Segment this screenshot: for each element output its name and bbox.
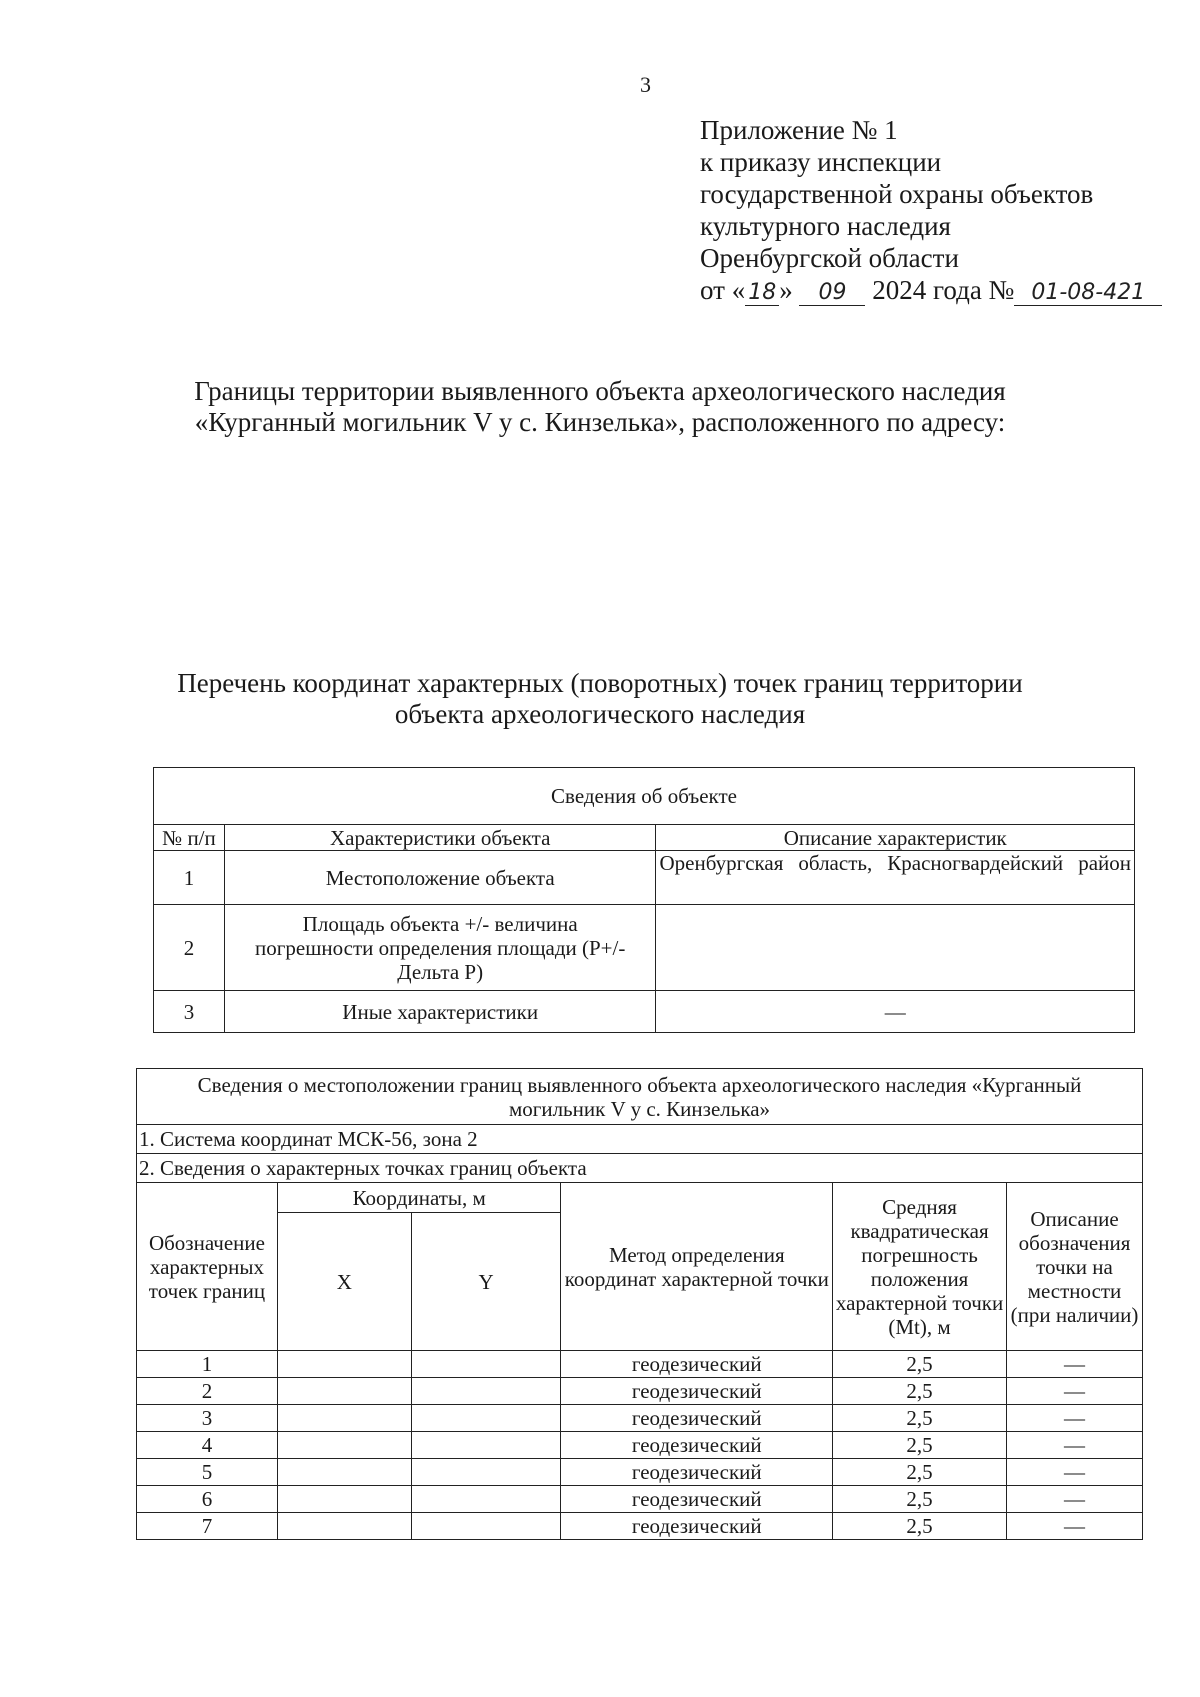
table-row xyxy=(137,1459,1143,1486)
point-x xyxy=(277,1432,411,1459)
order-date-line xyxy=(700,274,1162,306)
row-number: 2 xyxy=(154,905,225,991)
point-y xyxy=(411,1378,561,1405)
point-description: — xyxy=(1007,1405,1143,1432)
point-x xyxy=(277,1405,411,1432)
x-header: X xyxy=(277,1213,411,1351)
column-header: № п/п xyxy=(154,825,225,851)
order-year: 2024 года № xyxy=(872,275,1015,305)
point-method: геодезический xyxy=(561,1486,833,1513)
point-description: — xyxy=(1007,1351,1143,1378)
point-method: геодезический xyxy=(561,1513,833,1540)
error-header: Средняя квадратическая погрешность положения характерной точки (Mt), м xyxy=(833,1183,1007,1351)
appendix-block xyxy=(700,114,1162,306)
order-number-handwritten: 01-08-421 xyxy=(1014,281,1162,306)
row-number: 1 xyxy=(154,851,225,905)
point-description: — xyxy=(1007,1459,1143,1486)
appendix-line: культурного наследия xyxy=(700,211,951,241)
coordinates-header: Координаты, м xyxy=(277,1183,561,1213)
description-header: Описание обозначения точки на местности (при наличии) xyxy=(1007,1183,1143,1351)
date-mid: » xyxy=(779,275,793,305)
appendix-line: государственной охраны объектов xyxy=(700,179,1094,209)
point-x xyxy=(277,1513,411,1540)
point-id: 4 xyxy=(137,1432,278,1459)
point-error: 2,5 xyxy=(833,1405,1007,1432)
point-method: геодезический xyxy=(561,1378,833,1405)
boundary-table-caption: Сведения о местоположении границ выявленного объекта археологического наследия «Курганный могильник V у с. Кинзелька» xyxy=(137,1069,1143,1125)
order-day-handwritten: 18 xyxy=(745,281,779,306)
table-row xyxy=(154,905,1135,991)
object-info-table xyxy=(153,767,1135,1033)
table-row xyxy=(137,1513,1143,1540)
appendix-line: Оренбургской области xyxy=(700,243,959,273)
point-error: 2,5 xyxy=(833,1378,1007,1405)
point-description: — xyxy=(1007,1513,1143,1540)
characteristic-value: Оренбургская область, Красногвардейский район xyxy=(656,851,1135,905)
heading-line: Границы территории выявленного объекта археологического наследия xyxy=(194,376,1006,406)
point-x xyxy=(277,1459,411,1486)
point-description: — xyxy=(1007,1378,1143,1405)
boundary-points-table xyxy=(136,1068,1143,1540)
point-id: 7 xyxy=(137,1513,278,1540)
characteristic-name: Местоположение объекта xyxy=(224,851,656,905)
point-x xyxy=(277,1351,411,1378)
characteristic-value: — xyxy=(656,991,1135,1033)
table-row xyxy=(154,991,1135,1033)
point-id: 1 xyxy=(137,1351,278,1378)
point-y xyxy=(411,1405,561,1432)
boundary-heading xyxy=(150,376,1050,438)
table-row xyxy=(137,1351,1143,1378)
designation-header: Обозначение характерных точек границ xyxy=(137,1183,278,1351)
table-row xyxy=(137,1432,1143,1459)
point-id: 5 xyxy=(137,1459,278,1486)
point-x xyxy=(277,1486,411,1513)
point-id: 6 xyxy=(137,1486,278,1513)
coordinates-list-title xyxy=(150,668,1050,730)
characteristic-name: Иные характеристики xyxy=(224,991,656,1033)
point-y xyxy=(411,1459,561,1486)
point-method: геодезический xyxy=(561,1405,833,1432)
table-row xyxy=(137,1378,1143,1405)
point-y xyxy=(411,1486,561,1513)
point-x xyxy=(277,1378,411,1405)
heading-line: «Курганный могильник V у с. Кинзелька», расположенного по адресу: xyxy=(194,407,1006,437)
row-number: 3 xyxy=(154,991,225,1033)
points-caption: 2. Сведения о характерных точках границ объекта xyxy=(137,1154,1143,1183)
point-id: 3 xyxy=(137,1405,278,1432)
point-description: — xyxy=(1007,1432,1143,1459)
table-row xyxy=(137,1405,1143,1432)
point-error: 2,5 xyxy=(833,1486,1007,1513)
appendix-title: Приложение № 1 xyxy=(700,115,898,145)
point-id: 2 xyxy=(137,1378,278,1405)
table-row xyxy=(154,851,1135,905)
point-y xyxy=(411,1351,561,1378)
object-table-caption: Сведения об объекте xyxy=(154,768,1135,825)
method-header: Метод определения координат характерной точки xyxy=(561,1183,833,1351)
list-title-line: объекта археологического наследия xyxy=(394,699,806,729)
column-header: Описание характеристик xyxy=(656,825,1135,851)
date-prefix: от « xyxy=(700,275,746,305)
appendix-line: к приказу инспекции xyxy=(700,147,942,177)
order-month-handwritten: 09 xyxy=(799,281,865,306)
y-header: Y xyxy=(411,1213,561,1351)
point-method: геодезический xyxy=(561,1351,833,1378)
point-error: 2,5 xyxy=(833,1432,1007,1459)
coordinate-system: 1. Система координат МСК-56, зона 2 xyxy=(137,1125,1143,1154)
point-y xyxy=(411,1432,561,1459)
point-y xyxy=(411,1513,561,1540)
point-error: 2,5 xyxy=(833,1351,1007,1378)
point-method: геодезический xyxy=(561,1432,833,1459)
page-number: 3 xyxy=(640,72,651,97)
characteristic-name: Площадь объекта +/- величина погрешности определения площади (Р+/- Дельта Р) xyxy=(224,905,656,991)
point-method: геодезический xyxy=(561,1459,833,1486)
table-row xyxy=(137,1486,1143,1513)
column-header: Характеристики объекта xyxy=(224,825,656,851)
point-error: 2,5 xyxy=(833,1513,1007,1540)
point-error: 2,5 xyxy=(833,1459,1007,1486)
list-title-line: Перечень координат характерных (поворотных) точек границ территории xyxy=(177,668,1023,698)
point-description: — xyxy=(1007,1486,1143,1513)
characteristic-value xyxy=(656,905,1135,991)
